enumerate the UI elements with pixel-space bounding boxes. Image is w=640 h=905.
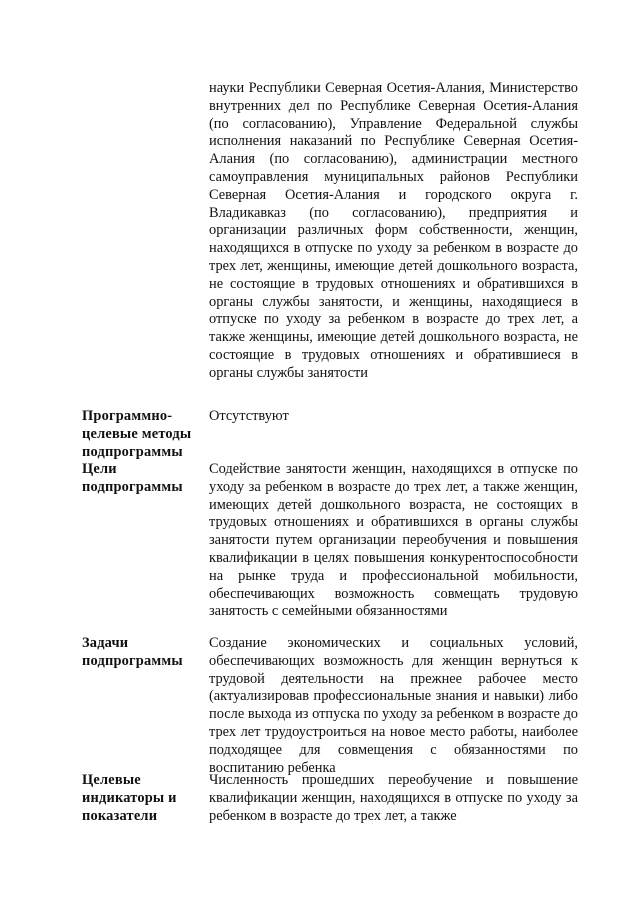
row-text: науки Республики Северная Осетия-Алания, Министерство внутренних дел по Республике Северная Осетия-Алания (по согласованию), Управление Федеральной службы исполнения наказаний по Республике Северная Осетия-Алания (по согласованию), администрации местного самоуправления муниципальных районов Республики Северная Осетия-Алания и городского округа г. Владикавказ (по согласованию), предприятия и организации различных форм собственности, женщин, находящихся в отпуске по уходу за ребенком в возрасте до трех лет, женщины, имеющие детей дошкольного возраста, не состоящие в трудовых отношениях и обратившихся в органы службы занятости, и женщины, находящиеся в отпуске по уходу за ребенком в возрасте до трех лет, а также женщины, имеющие детей дошкольного возраста, не состоящие в трудовых отношениях и обратившиеся в органы службы занятости: [209, 80, 578, 381]
row-label: Задачи подпрограммы: [82, 635, 183, 669]
row-text: Отсутствуют: [209, 408, 289, 424]
row-label: Программно-целевые методы подпрограммы: [82, 408, 192, 460]
row-text: Создание экономических и социальных условий, обеспечивающих возможность для женщин вернуться к трудовой деятельности на прежнее рабочее место (актуализировав профессиональные знания и навыки) либо после выхода из отпуска по уходу за ребенком в возрасте до трех лет трудоустроиться на новое место работы, наиболее подходящее для совмещения с обязанностями по воспитанию ребенка: [209, 635, 578, 776]
row-label: Цели подпрограммы: [82, 461, 183, 495]
row-text: Численность прошедших переобучение и повышение квалификации женщин, находящихся в отпуске по уходу за ребенком в возрасте до трех лет, а также: [209, 772, 578, 824]
row-label: Целевые индикаторы и показатели: [82, 772, 177, 824]
row-text: Содействие занятости женщин, находящихся в отпуске по уходу за ребенком в возрасте до трех лет, а также женщин, имеющих детей дошкольного возраста, не состоящих в трудовых отношениях и обратившихся в органы службы занятости путем организации переобучения и повышения квалификации в целях повышения конкурентоспособности на рынке труда и профессиональной мобильности, обеспечивающих возможность совмещать трудовую занятость с семейными обязанностями: [209, 461, 578, 620]
